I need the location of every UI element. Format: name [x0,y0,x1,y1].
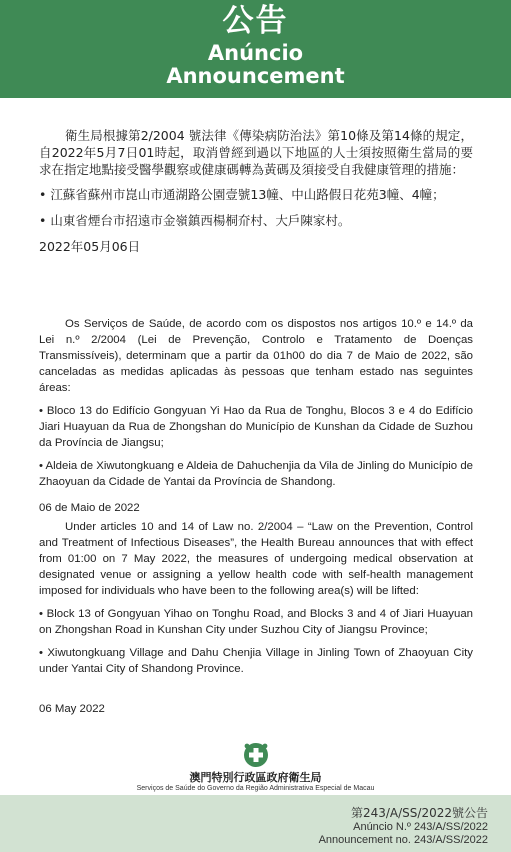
english-section [39,519,473,717]
chinese-intro: 衛生局根據第2/2004 號法律《傳染病防治法》第10條及第14條的規定，自2022年5月7日01時起，取消曾經到過以下地區的人士須按照衛生當局的要求在指定地點接受醫學觀察或健康碼轉為黃碼及須接受自我健康管理的措施： [39,128,473,177]
portuguese-item-2: • Aldeia de Xiwutongkuang e Aldeia de Dahuchenjia da Vila de Jinling do Município de Zhaoyuan da Cidade de Yantai da Província de Shandong. [39,460,473,488]
title-zh: 公告 [222,3,289,39]
reference-en: Announcement no. 243/A/SS/2022 [318,834,488,846]
english-intro: Under articles 10 and 14 of Law no. 2/2004 – “Law on the Prevention, Control and Treatment of Infectious Diseases”, the Health Bureau announces that with effect from 01:00 on 7 May 2022, the measures of undergoing medical observation at designated venue or assigning a yellow health code with self-health management imposed for individuals who have been to the following area(s) will be lifted: [39,521,473,597]
english-date: 06 May 2022 [39,703,105,715]
org-name-pt: Serviços de Saúde do Governo da Região Administrativa Especial de Macau [136,785,375,792]
portuguese-intro: Os Serviços de Saúde, de acordo com os dispostos nos artigos 10.º e 14.º da Lei n.º 2/2004 (Lei de Prevenção, Controlo e Tratamento de Doenças Transmissíveis), determinam que a partir da 01h00 do dia 7 de Maio de 2022, são canceladas as medidas aplicadas às pessoas que tenham estado nas seguintes áreas: [39,318,473,394]
title-en: Announcement [166,64,345,88]
footer-organisation [0,742,511,793]
english-item-1: • Block 13 of Gongyuan Yihao on Tonghu Road, and Blocks 3 and 4 of Jiari Huayuan on Zhongshan Road in Kunshan City under Suzhou City of Jiangsu Province; [39,608,474,636]
portuguese-section [39,316,473,516]
chinese-item-2: • 山東省煙台市招遠市金嶺鎮西楊桐夼村、大戶陳家村。 [39,213,351,228]
english-item-2: • Xiwutongkuang Village and Dahu Chenjia Village in Jinling Town of Zhaoyuan City under Yantai City of Shandong Province. [39,647,473,675]
chinese-section [39,127,473,255]
chinese-date: 2022年05月06日 [39,239,141,254]
org-name-zh: 澳門特別行政區政府衛生局 [189,771,322,784]
health-bureau-logo-icon [243,742,269,768]
announcement-header [0,0,511,98]
chinese-item-1: • 江蘇省蘇州市崑山市通湖路公園壹號13幢、中山路假日花苑3幢、4幢； [39,187,445,202]
portuguese-item-1: • Bloco 13 do Edifício Gongyuan Yi Hao da Rua de Tonghu, Blocos 3 e 4 do Edifício Jiari Huayuan da Rua de Zhongshan do Município de Kunshan da Cidade de Suzhou da Província de Jiangsu; [39,405,473,449]
title-pt: Anúncio [207,41,304,65]
portuguese-date: 06 de Maio de 2022 [39,502,140,514]
reference-pt: Anúncio N.º 243/A/SS/2022 [353,821,488,833]
reference-zh: 第243/A/SS/2022號公告 [350,806,488,820]
